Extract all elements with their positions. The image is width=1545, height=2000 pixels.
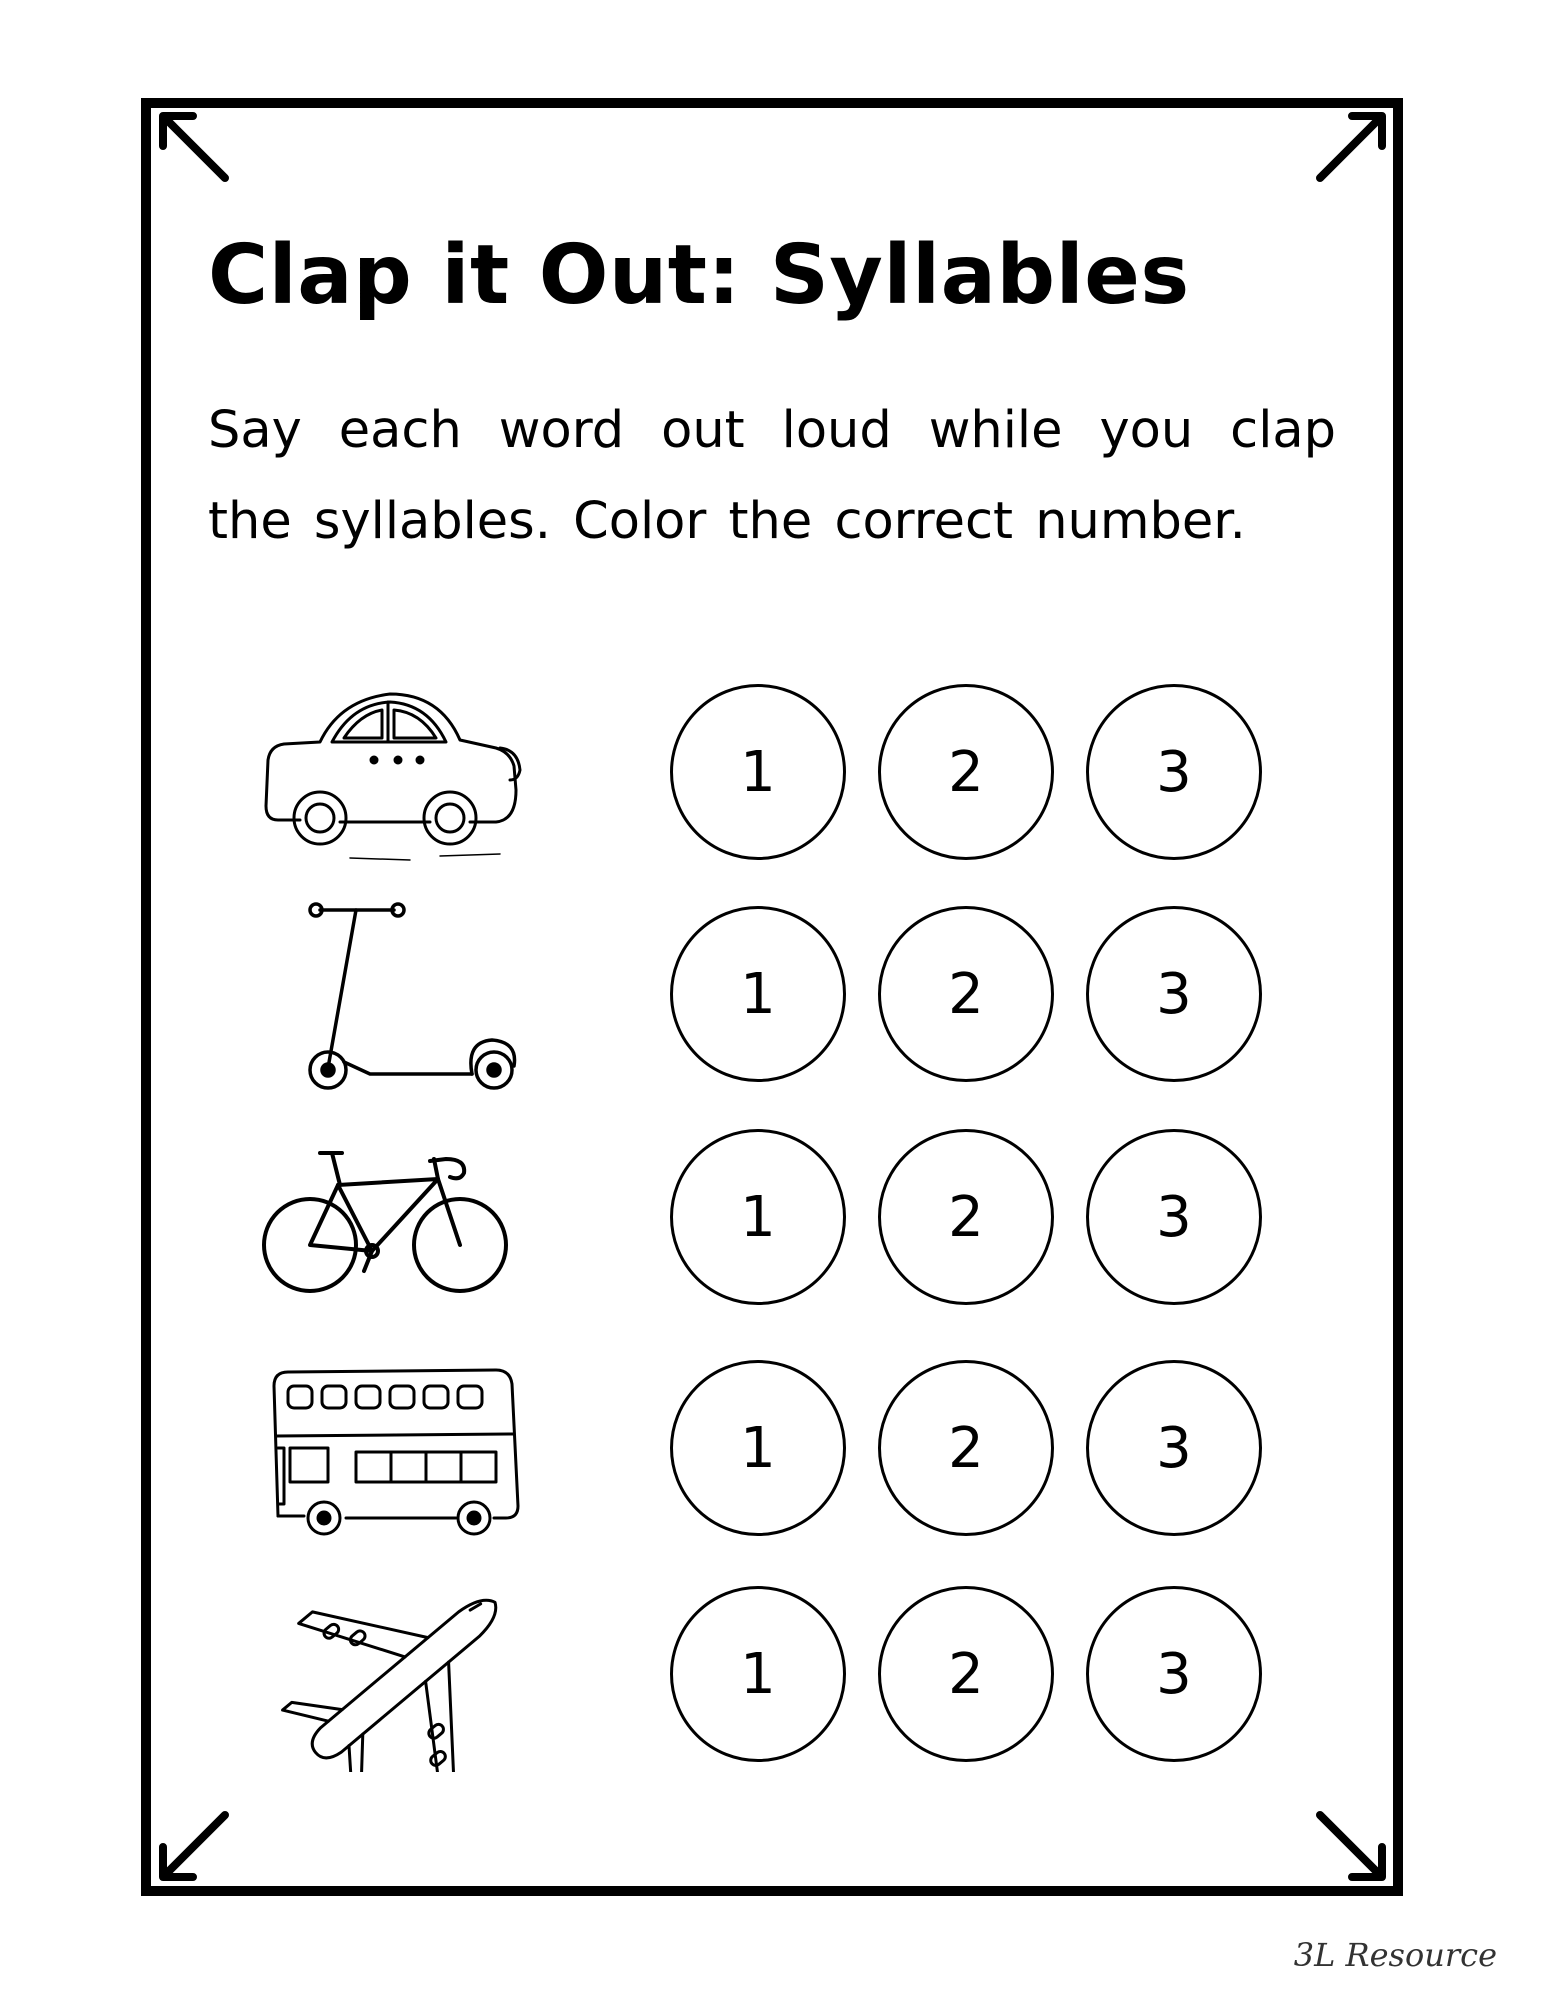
choice-2-button[interactable]: 2 xyxy=(878,1360,1054,1536)
choice-3-button[interactable]: 3 xyxy=(1086,1586,1262,1762)
scooter-icon xyxy=(260,902,530,1092)
choice-1-button[interactable]: 1 xyxy=(670,1360,846,1536)
choice-2-button[interactable]: 2 xyxy=(878,1129,1054,1305)
choice-3-button[interactable]: 3 xyxy=(1086,1129,1262,1305)
choice-2-button[interactable]: 2 xyxy=(878,684,1054,860)
choice-3-button[interactable]: 3 xyxy=(1086,1360,1262,1536)
syllable-row-airplane xyxy=(0,1582,1545,1772)
syllable-row-bus xyxy=(0,1356,1545,1546)
choice-1-button[interactable]: 1 xyxy=(670,906,846,1082)
worksheet-instructions: Say each word out loud while you clap the syllables. Color the correct number. xyxy=(208,401,1336,551)
corner-arrow-bottom-right-icon xyxy=(1300,1795,1390,1885)
syllable-row-car xyxy=(0,680,1545,870)
choice-2-button[interactable]: 2 xyxy=(878,906,1054,1082)
corner-arrow-top-right-icon xyxy=(1300,108,1390,198)
choice-1-button[interactable]: 1 xyxy=(670,684,846,860)
car-icon xyxy=(260,680,530,870)
choice-1-button[interactable]: 1 xyxy=(670,1129,846,1305)
corner-arrow-top-left-icon xyxy=(155,108,245,198)
choice-2-button[interactable]: 2 xyxy=(878,1586,1054,1762)
airplane-icon xyxy=(260,1582,530,1772)
choice-3-button[interactable]: 3 xyxy=(1086,684,1262,860)
syllable-row-bicycle xyxy=(0,1125,1545,1315)
publisher-credit: 3L Resource xyxy=(1293,1936,1497,1974)
choice-1-button[interactable]: 1 xyxy=(670,1586,846,1762)
choice-3-button[interactable]: 3 xyxy=(1086,906,1262,1082)
syllable-row-scooter xyxy=(0,902,1545,1092)
bicycle-icon xyxy=(260,1125,530,1315)
worksheet-title: Clap it Out: Syllables xyxy=(208,228,1190,323)
corner-arrow-bottom-left-icon xyxy=(155,1795,245,1885)
bus-icon xyxy=(260,1356,530,1546)
